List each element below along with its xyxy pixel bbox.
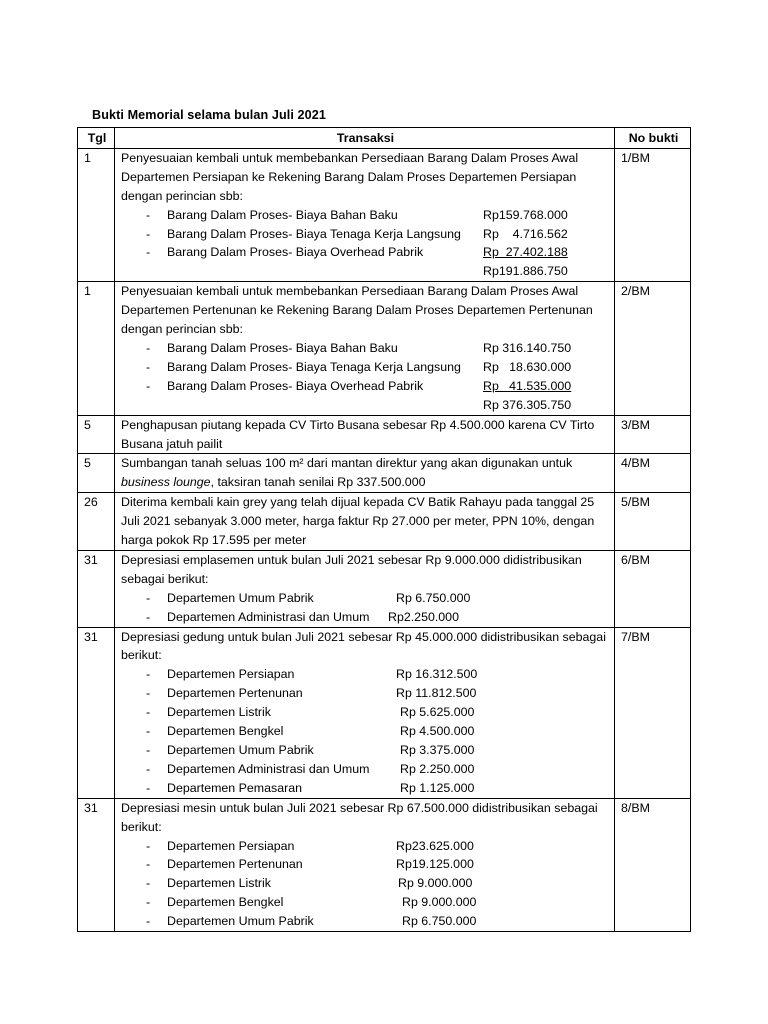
cell-no-bukti: 4/BM — [615, 454, 691, 493]
item-amount: Rp 18.630.000 — [483, 359, 572, 374]
item-label: Departemen Persiapan — [167, 667, 295, 682]
cell-no-bukti: 1/BM — [615, 148, 691, 281]
list-item: - Departemen Pertenunan Rp 11.812.500 — [121, 684, 610, 703]
cell-transaksi — [115, 550, 615, 627]
document-title: Bukti Memorial selama bulan Juli 2021 — [92, 108, 326, 122]
cell-no-bukti: 5/BM — [615, 493, 691, 551]
item-amount: Rp 1.125.000 — [400, 780, 475, 795]
item-label: Barang Dalam Proses- Biaya Overhead Pabrik — [167, 245, 424, 260]
item-label: Departemen Listrik — [167, 705, 271, 720]
list-item: - Departemen Listrik Rp 9.000.000 — [121, 874, 610, 893]
list-item: - Departemen Persiapan Rp23.625.000 — [121, 837, 610, 856]
item-label: Barang Dalam Proses- Biaya Tenaga Kerja Langsung — [167, 359, 461, 374]
item-label: Departemen Administrasi dan Umum — [167, 761, 370, 776]
list-item: - Departemen Administrasi dan Umum Rp2.250.000 — [121, 608, 610, 627]
cell-transaksi — [115, 148, 615, 281]
list-item: - Departemen Umum Pabrik Rp 6.750.000 — [121, 912, 610, 931]
transaction-description: Depresiasi gedung untuk bulan Juli 2021 sebesar Rp 45.000.000 didistribusikan sebagai berikut: — [121, 629, 606, 663]
table-row — [78, 282, 691, 415]
table-row — [78, 550, 691, 627]
item-amount: Rp 5.625.000 — [400, 705, 475, 720]
item-label: Barang Dalam Proses- Biaya Bahan Baku — [167, 207, 398, 222]
item-amount: Rp 41.535.000 — [483, 378, 572, 393]
item-amount: Rp 9.000.000 — [402, 895, 477, 910]
list-item: - Barang Dalam Proses- Biaya Tenaga Kerja Langsung Rp 4.716.562 — [121, 225, 610, 244]
cell-transaksi — [115, 415, 615, 454]
list-item: - Departemen Pertenunan Rp19.125.000 — [121, 855, 610, 874]
cell-transaksi — [115, 493, 615, 551]
item-amount: Rp 4.716.562 — [483, 226, 568, 241]
cell-tgl: 1 — [78, 148, 115, 281]
cell-tgl: 31 — [78, 627, 115, 798]
cell-tgl: 1 — [78, 282, 115, 415]
cell-no-bukti: 7/BM — [615, 627, 691, 798]
item-label: Departemen Umum Pabrik — [167, 590, 314, 605]
list-item: - Departemen Bengkel Rp 9.000.000 — [121, 893, 610, 912]
list-item: - Barang Dalam Proses- Biaya Overhead Pabrik Rp 27.402.188 — [121, 243, 610, 262]
list-item: - Barang Dalam Proses- Biaya Bahan Baku Rp 316.140.750 — [121, 339, 610, 358]
transaction-description: Penyesuaian kembali untuk membebankan Persediaan Barang Dalam Proses Awal Departemen Persiapan ke Rekening Barang Dalam Proses Departemen Persiapan dengan perincian sbb: — [121, 150, 579, 203]
item-list — [121, 206, 610, 263]
item-amount: Rp 3.375.000 — [400, 743, 475, 757]
item-label: Departemen Bengkel — [167, 895, 284, 910]
item-label: Departemen Pemasaran — [167, 780, 302, 795]
item-label: Barang Dalam Proses- Biaya Tenaga Kerja Langsung — [167, 226, 461, 241]
item-amount: Rp 2.250.000 — [400, 761, 475, 776]
list-item: - Barang Dalam Proses- Biaya Overhead Pabrik Rp 41.535.000 — [121, 377, 610, 396]
table-row — [78, 454, 691, 493]
subtotal: Rp 376.305.750 — [483, 397, 572, 412]
item-list — [121, 837, 610, 932]
cell-tgl: 26 — [78, 493, 115, 551]
item-amount: Rp23.625.000 — [396, 838, 474, 853]
memorial-table — [77, 127, 691, 932]
description-part: , taksiran tanah senilai Rp 337.500.000 — [210, 475, 426, 490]
item-label: Departemen Persiapan — [167, 838, 295, 853]
item-label: Departemen Listrik — [167, 876, 271, 891]
item-list — [121, 665, 610, 797]
cell-no-bukti: 3/BM — [615, 415, 691, 454]
cell-tgl: 5 — [78, 454, 115, 493]
item-label: Departemen Pertenunan — [167, 857, 303, 872]
item-label: Departemen Administrasi dan Umum — [167, 609, 370, 624]
list-item: - Barang Dalam Proses- Biaya Tenaga Kerja Langsung Rp 18.630.000 — [121, 358, 610, 377]
list-item: - Departemen Administrasi dan Umum Rp 2.250.000 — [121, 760, 610, 779]
list-item: - Barang Dalam Proses- Biaya Bahan Baku Rp159.768.000 — [121, 206, 610, 225]
transaction-description: Depresiasi mesin untuk bulan Juli 2021 sebesar Rp 67.500.000 didistribusikan sebagai berikut: — [121, 800, 598, 834]
subtotal: Rp191.886.750 — [483, 264, 568, 279]
item-amount: Rp19.125.000 — [396, 857, 474, 872]
item-amount: Rp 11.812.500 — [396, 686, 477, 701]
item-label: Barang Dalam Proses- Biaya Bahan Baku — [167, 340, 398, 355]
list-item: - Departemen Umum Pabrik Rp 6.750.000 — [121, 589, 610, 608]
header-no-bukti: No bukti — [615, 128, 691, 149]
cell-transaksi — [115, 282, 615, 415]
list-item: - Departemen Bengkel Rp 4.500.000 — [121, 722, 610, 741]
cell-tgl: 5 — [78, 415, 115, 454]
header-transaksi: Transaksi — [115, 128, 615, 149]
description-part: Sumbangan tanah seluas 100 m² dari mantan direktur yang akan digunakan untuk — [121, 456, 573, 471]
table-row — [78, 415, 691, 454]
item-list — [121, 339, 610, 396]
item-list — [121, 589, 610, 627]
item-amount: Rp 6.750.000 — [402, 914, 477, 929]
item-amount: Rp 316.140.750 — [483, 340, 572, 355]
transaction-description: Penghapusan piutang kepada CV Tirto Busana sebesar Rp 4.500.000 karena CV Tirto Busana jatuh pailit — [121, 417, 595, 451]
transaction-description — [121, 454, 610, 492]
table-row — [78, 627, 691, 798]
cell-transaksi — [115, 627, 615, 798]
cell-tgl: 31 — [78, 550, 115, 627]
table-row — [78, 493, 691, 551]
transaction-description: Depresiasi emplasemen untuk bulan Juli 2021 sebesar Rp 9.000.000 didistribusikan sebagai berikut: — [121, 552, 582, 586]
cell-no-bukti: 6/BM — [615, 550, 691, 627]
transaction-description: Diterima kembali kain grey yang telah dijual kepada CV Batik Rahayu pada tanggal 25 Juli 2021 sebanyak 3.000 meter, harga faktur Rp 27.000 per meter, PPN 10%, dengan harga pokok Rp 17.595 per meter — [121, 495, 595, 548]
item-amount: Rp 27.402.188 — [483, 245, 568, 260]
cell-transaksi — [115, 454, 615, 493]
item-amount: Rp 16.312.500 — [396, 667, 478, 682]
transaction-description: Penyesuaian kembali untuk membebankan Persediaan Barang Dalam Proses Awal Departemen Pertenunan ke Rekening Barang Dalam Proses Departemen Pertenunan dengan perincian sbb: — [121, 284, 593, 337]
table-row — [78, 148, 691, 281]
table-header-row — [78, 128, 691, 149]
item-label: Barang Dalam Proses- Biaya Overhead Pabrik — [167, 378, 424, 393]
item-amount: Rp 4.500.000 — [400, 724, 475, 739]
list-item: - Departemen Persiapan Rp 16.312.500 — [121, 665, 610, 684]
item-label: Departemen Pertenunan — [167, 686, 303, 701]
list-item: - Departemen Listrik Rp 5.625.000 — [121, 703, 610, 722]
cell-no-bukti: 8/BM — [615, 798, 691, 931]
item-amount: Rp159.768.000 — [483, 207, 568, 222]
item-amount: Rp 9.000.000 — [398, 876, 473, 891]
item-amount: Rp 6.750.000 — [396, 590, 471, 605]
list-item: - Departemen Umum Pabrik Rp 3.375.000 — [121, 741, 610, 760]
item-label: Departemen Umum Pabrik — [167, 743, 314, 757]
cell-transaksi — [115, 798, 615, 931]
cell-no-bukti: 2/BM — [615, 282, 691, 415]
list-item: - Departemen Pemasaran Rp 1.125.000 — [121, 779, 610, 798]
description-italic-term: business lounge — [121, 475, 211, 490]
table-row — [78, 798, 691, 931]
cell-tgl: 31 — [78, 798, 115, 931]
item-label: Departemen Bengkel — [167, 724, 284, 739]
item-label: Departemen Umum Pabrik — [167, 914, 314, 929]
item-amount: Rp2.250.000 — [388, 609, 459, 624]
header-tgl: Tgl — [78, 128, 115, 149]
